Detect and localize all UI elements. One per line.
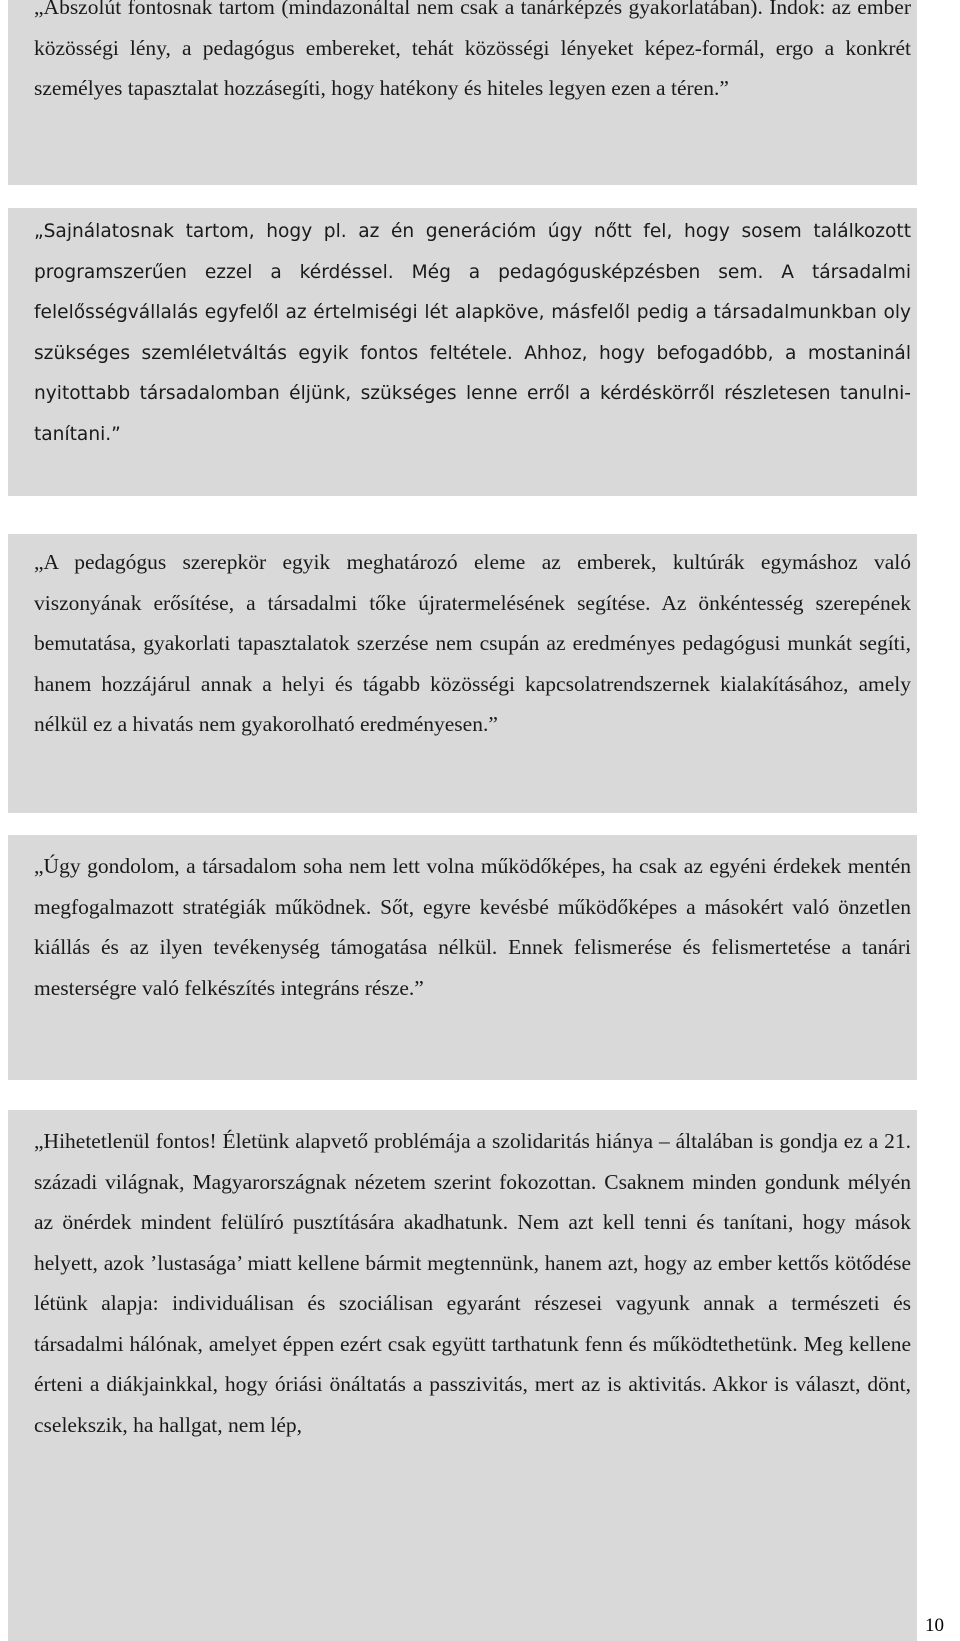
survey-quote [8,208,917,496]
page-number: 10 [925,1615,944,1636]
quote-text: „Hihetetlenül fontos! Életünk alapvető problémája a szolidaritás hiánya – általában is gondja ez a 21. századi világnak, Magyarországnak nézetem szerint fokozottan. Csaknem minden gondunk mélyén az önérdek mindent felülíró pusztítására akadhatunk. Nem azt kell tenni és tanítani, hogy mások helyett, azok ’lustasága’ miatt kellene bármit megtennünk, hanem azt, hogy az ember kettős kötődése létünk alapja: individuálisan és szociálisan egyaránt részesei vagyunk annak a természeti és társadalmi hálónak, amelyet éppen ezért csak együtt tarthatunk fenn és működtethetünk. Meg kellene érteni a diákjainkkal, hogy óriási önáltatás a passzivitás, mert az is aktivitás. Akkor is választ, dönt, cselekszik, ha hallgat, nem lép, [34,1129,911,1437]
survey-quote [8,1110,917,1641]
survey-quote [8,534,917,813]
survey-quote [8,835,917,1080]
quote-text: „Sajnálatosnak tartom, hogy pl. az én generációm úgy nőtt fel, hogy sosem találkozott programszerűen ezzel a kérdéssel. Még a pedagógusképzésben sem. A társadalmi felelősségvállalás egyfelől az értelmiségi lét alapköve, másfelől pedig a társadalmunkban oly szükséges szemléletváltás egyik fontos feltétele. Ahhoz, hogy befogadóbb, a mostaninál nyitottabb társadalomban éljünk, szükséges lenne erről a kérdéskörről részletesen tanulni-tanítani.” [34,221,911,445]
quote-text: „Úgy gondolom, a társadalom soha nem lett volna működőképes, ha csak az egyéni érdekek mentén megfogalmazott stratégiák működnek. Sőt, egyre kevésbé működőképes a másokért való önzetlen kiállás és az ilyen tevékenység támogatása nélkül. Ennek felismerése és felismertetése a tanári mesterségre való felkészítés integráns része.” [34,854,911,1000]
quote-text: „A pedagógus szerepkör egyik meghatározó eleme az emberek, kultúrák egymáshoz való viszonyának erősítése, a társadalmi tőke újratermelésének segítése. Az önkéntesség szerepének bemutatása, gyakorlati tapasztalatok szerzése nem csupán az eredményes pedagógusi munkát segíti, hanem hozzájárul annak a helyi és tágabb közösségi kapcsolatrendszernek kialakításához, amely nélkül ez a hivatás nem gyakorolható eredményesen.” [34,550,911,736]
survey-quote [8,0,917,185]
quote-text: „Abszolút fontosnak tartom (mindazonáltal nem csak a tanárképzés gyakorlatában). Indok: az ember közösségi lény, a pedagógus embereket, tehát közösségi lényeket képez-formál, ergo a konkrét személyes tapasztalat hozzásegíti, hogy hatékony és hiteles legyen ezen a téren.” [34,0,911,100]
